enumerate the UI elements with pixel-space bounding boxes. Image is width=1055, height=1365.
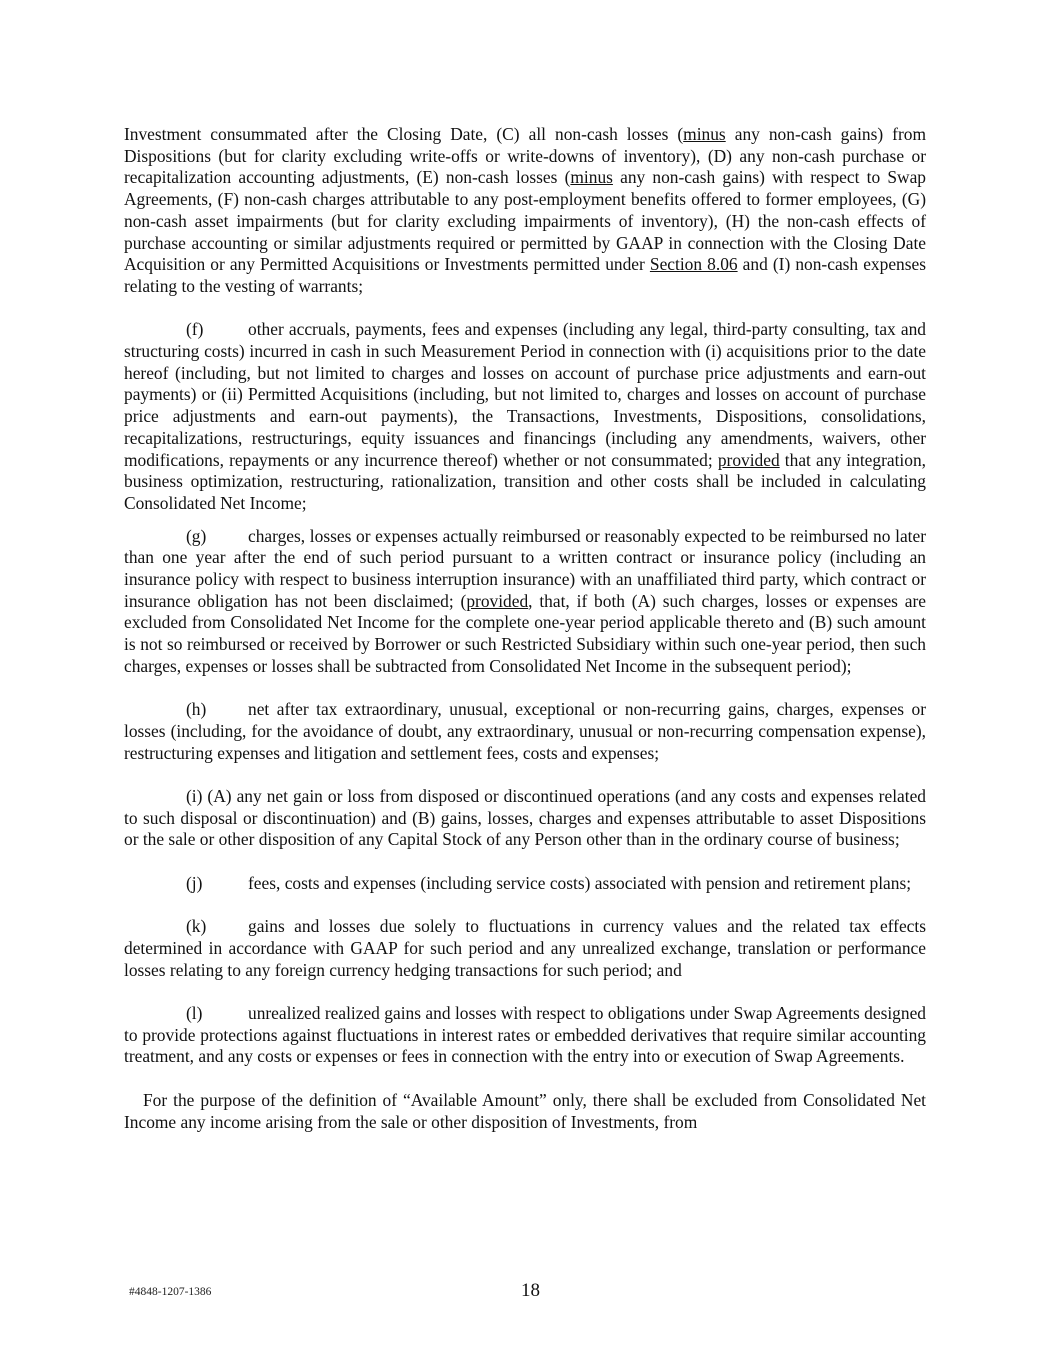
underlined-term-minus: minus xyxy=(683,124,726,144)
clause-text: that any integration, business optimization, restructuring, rationalization, transition and other costs shall be included in calculating Consolidated Net Income; xyxy=(124,449,926,513)
clause-label: (j) xyxy=(186,872,203,893)
clause-g xyxy=(124,526,926,678)
closing-text: For the purpose of the definition of “Available Amount” only, there shall be excluded from Consolidated Net Income any income arising from the sale or other disposition of Investments, from xyxy=(124,1089,926,1132)
clause-j xyxy=(124,873,926,895)
text-run: any non-cash gains) from Dispositions (but for clarity excluding write-offs or write-downs of inventory), (D) any non-cash purchase or recapitalization accounting adjustments, (E) non-cash losses ( xyxy=(124,124,926,188)
section-reference: Section 8.06 xyxy=(649,254,738,275)
clause-text: net after tax extraordinary, unusual, exceptional or non-recurring gains, charges, expenses or losses (including, for the avoidance of doubt, any extraordinary, unusual or non-recurring compensation expense), restructuring expenses and litigation and settlement fees, costs and expenses; xyxy=(124,699,926,763)
clause-l xyxy=(124,1003,926,1068)
clause-text: fees, costs and expenses (including service costs) associated with pension and retirement plans; xyxy=(248,872,912,893)
clause-i xyxy=(124,786,926,851)
underlined-term-minus: minus xyxy=(570,167,613,188)
closing-paragraph xyxy=(124,1090,926,1133)
clause-label: (k) xyxy=(186,916,207,937)
text-run: Investment consummated after the Closing Date, (C) all non-cash losses ( xyxy=(124,124,684,144)
lead-space xyxy=(124,1090,143,1110)
clause-f xyxy=(124,319,926,514)
clause-k xyxy=(124,916,926,981)
document-body xyxy=(124,124,926,1155)
clause-label: (f) xyxy=(186,319,204,340)
underlined-term-provided: provided xyxy=(466,590,529,611)
clause-text: unrealized realized gains and losses with respect to obligations under Swap Agreements designed to provide protections against fluctuations in interest rates or embedded derivatives that require similar accounting treatment, and any costs or expenses or fees in connection with the entry into or execution of Swap Agreements. xyxy=(124,1003,926,1067)
clause-label: (g) xyxy=(186,525,207,546)
underlined-term-provided: provided xyxy=(717,449,780,470)
text-run: and (I) non-cash expenses relating to the vesting of warrants; xyxy=(124,254,926,296)
clause-text: charges, losses or expenses actually reimbursed or reasonably expected to be reimbursed no later than one year after the end of such period pursuant to a written contract or insurance policy (including an insurance policy with respect to business interruption insurance) with an unaffiliated third party, which contract or insurance obligation has not been disclaimed; ( xyxy=(124,525,926,611)
text-run: any non-cash gains) with respect to Swap Agreements, (F) non-cash charges attributable to any post-employment benefits offered to former employees, (G) non-cash asset impairments (but for clarity excluding impairments of inventory), (H) the non-cash effects of purchase accounting or similar adjustments required or permitted by GAAP in connection with the Closing Date Acquisition or any Permitted Acquisitions or Investments permitted under xyxy=(124,167,926,275)
document-id: #4848-1207-1386 xyxy=(129,1286,212,1298)
clause-text: other accruals, payments, fees and expenses (including any legal, third-party consulting, tax and structuring costs) incurred in cash in such Measurement Period in connection with (i) acquisitions prior to the date hereof (including, but not limited to charges and losses on account of purchase price adjustments and earn-out payments) or (ii) Permitted Acquisitions (including, but not limited to, charges and losses on account of purchase price adjustments and earn-out payments), the Transactions, Investments, Dispositions, consolidations, recapitalizations, restructurings, equity issuances and financings (including any amendments, waivers, other modifications, repayments or any incurrence thereof) whether or not consummated; xyxy=(124,319,926,470)
clause-text: (i) (A) any net gain or loss from disposed or discontinued operations (and any costs and expenses related to such disposal or discontinuation) and (B) gains, losses, charges and expenses attributable to asset Dispositions or the sale or other disposition of any Capital Stock of any Person other than in the ordinary course of business; xyxy=(124,786,926,850)
paragraph-continuation xyxy=(124,124,926,298)
clause-text: gains and losses due solely to fluctuations in currency values and the related tax effects determined in accordance with GAAP for such period and any unrealized exchange, translation or performance losses relating to any foreign currency hedging transactions for such period; and xyxy=(124,916,926,980)
clause-text: , that, if both (A) such charges, losses or expenses are excluded from Consolidated Net Income for the complete one-year period applicable thereto and (B) such amount is not so reimbursed or received by Borrower or such Restricted Subsidiary within such one-year period, then such charges, expenses or losses shall be subtracted from Consolidated Net Income in the subsequent period); xyxy=(124,590,926,676)
clause-h xyxy=(124,699,926,764)
clause-label: (l) xyxy=(186,1003,203,1024)
clause-label: (h) xyxy=(186,699,207,720)
page-number: 18 xyxy=(521,1280,540,1301)
